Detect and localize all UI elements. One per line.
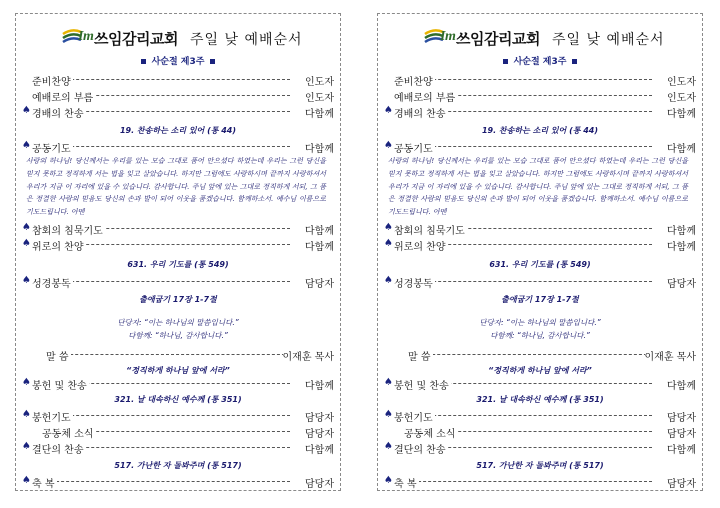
order-label: 봉헌기도 xyxy=(394,409,435,424)
order-item-prelude xyxy=(384,72,696,87)
church-name: 쓰임감리교회 xyxy=(456,30,540,48)
order-label: 예배로의 부름 xyxy=(32,89,95,104)
order-responsible: 담당자 xyxy=(667,425,696,440)
spade-icon: ♠ xyxy=(384,441,393,452)
order-responsible: 인도자 xyxy=(667,73,696,88)
order-hymn4: 517. 가난한 자 돌봐주며 (통 517) xyxy=(114,461,242,470)
order-hymn2: 631. 우리 기도를 (통 549) xyxy=(127,260,229,269)
leader-dots xyxy=(398,415,652,416)
order-label: 공동기도 xyxy=(394,140,435,155)
order-item-sermon xyxy=(22,347,334,362)
order-responsible: 다함께 xyxy=(305,222,334,237)
order-responsible: 담당자 xyxy=(305,409,334,424)
order-item-scripture xyxy=(384,274,696,289)
order-responsible: 인도자 xyxy=(305,73,334,88)
leader-dots xyxy=(36,415,290,416)
leader-dots xyxy=(398,281,652,282)
order-hymn3: 321. 날 대속하신 예수께 (통 351) xyxy=(476,395,604,404)
order-responsible: 인도자 xyxy=(667,89,696,104)
order-label: 경배의 찬송 xyxy=(32,105,85,120)
order-item-blessing xyxy=(22,474,334,489)
spade-icon: ♠ xyxy=(22,441,31,452)
leader-dots xyxy=(36,79,290,80)
responsive-reading-line: 다함께: “하나님, 감사합니다.” xyxy=(490,331,590,340)
order-label: 축 복 xyxy=(32,475,57,490)
order-label: 축 복 xyxy=(394,475,419,490)
order-label: 위로의 찬양 xyxy=(32,238,85,253)
leader-dots xyxy=(412,354,652,355)
order-label: 준비찬양 xyxy=(394,73,435,88)
leader-dots xyxy=(36,281,290,282)
order-responsible: 담당자 xyxy=(667,475,696,490)
order-responsible: 담당자 xyxy=(305,475,334,490)
order-item-prayer xyxy=(22,139,334,154)
leader-dots xyxy=(398,481,652,482)
order-responsible: 이재훈 목사 xyxy=(645,348,696,363)
order-hymn4: 517. 가난한 자 돌봐주며 (통 517) xyxy=(476,461,604,470)
order-hymn1: 19. 찬송하는 소리 있어 (통 44) xyxy=(119,126,237,135)
order-label: 준비찬양 xyxy=(32,73,73,88)
order-responsible: 다함께 xyxy=(305,238,334,253)
order-responsible: 담당자 xyxy=(305,275,334,290)
order-item-news xyxy=(384,424,696,439)
leader-dots xyxy=(36,481,290,482)
order-passage: 출애굽기 17장 1-7절 xyxy=(501,295,579,304)
square-bullet-icon xyxy=(503,59,508,64)
spade-icon: ♠ xyxy=(384,475,393,486)
order-label: 참회의 침묵기도 xyxy=(394,222,467,237)
order-item-news xyxy=(22,424,334,439)
order-label: 참회의 침묵기도 xyxy=(32,222,105,237)
order-item-offering_hymn xyxy=(22,376,334,391)
order-item-prelude xyxy=(22,72,334,87)
prayer-text: 사랑의 하나님! 당신께서는 우리를 있는 모습 그대로 품어 안으셨다 하였는데 우리는 그런 당신을 믿지 못하고 정직하게 서는 법을 잊고 살았습니다. 하지만 그럼에도 사랑하시며 끝까지 사랑하셔서 우리가 지금 이 자리에 있을 수 있습니다. 감사합니다. 주님 앞에 있는 그대로 정직하게 서되, 그 품은 정결한 사람의 믿음도 당신의 손과 발이 되어 이웃을 품겠습니다. 함께하소서. 예수님 이름으로 기도드립니다. 아멘 xyxy=(26,157,326,217)
order-responsible: 이재훈 목사 xyxy=(283,348,334,363)
order-label: 공동체 소식 xyxy=(404,425,457,440)
spade-icon: ♠ xyxy=(22,275,31,286)
order-item-offering_prayer xyxy=(384,408,696,423)
order-responsible: 다함께 xyxy=(667,377,696,392)
bulletin-header xyxy=(16,22,340,50)
order-item-call xyxy=(384,88,696,103)
order-responsible: 인도자 xyxy=(305,89,334,104)
order-label: 봉헌 및 찬송 xyxy=(32,377,89,392)
bulletin-header xyxy=(378,22,702,50)
spade-icon: ♠ xyxy=(22,238,31,249)
order-responsible: 다함께 xyxy=(305,140,334,155)
spade-icon: ♠ xyxy=(384,238,393,249)
responsive-reading-line: 단당자: “이는 하나님의 말씀입니다.” xyxy=(117,318,239,327)
order-item-call xyxy=(22,88,334,103)
order-item-sermon xyxy=(384,347,696,362)
order-label: 공동체 소식 xyxy=(42,425,95,440)
order-responsible: 담당자 xyxy=(667,409,696,424)
season-label: 사순절 제3주 xyxy=(513,57,567,67)
square-bullet-icon xyxy=(141,59,146,64)
order-responsible: 다함께 xyxy=(305,105,334,120)
order-passage: 출애굽기 17장 1-7절 xyxy=(139,295,217,304)
season-label: 사순절 제3주 xyxy=(151,57,205,67)
order-label: 위로의 찬양 xyxy=(394,238,447,253)
order-hymn2: 631. 우리 기도를 (통 549) xyxy=(489,260,591,269)
order-label: 성경봉독 xyxy=(394,275,435,290)
order-item-prayer xyxy=(384,139,696,154)
order-item-comfort xyxy=(22,237,334,252)
spade-icon: ♠ xyxy=(384,222,393,233)
spade-icon: ♠ xyxy=(384,140,393,151)
order-responsible: 다함께 xyxy=(667,105,696,120)
responsive-reading-line: 단당자: “이는 하나님의 말씀입니다.” xyxy=(479,318,601,327)
order-responsible: 다함께 xyxy=(667,140,696,155)
order-item-offering_hymn xyxy=(384,376,696,391)
order-responsible: 다함께 xyxy=(667,441,696,456)
order-responsible: 담당자 xyxy=(305,425,334,440)
order-responsible: 다함께 xyxy=(305,377,334,392)
order-responsible: 다함께 xyxy=(667,222,696,237)
order-sermon_title: “정직하게 하나님 앞에 서라” xyxy=(126,366,230,375)
order-item-praise xyxy=(22,104,334,119)
order-item-praise xyxy=(384,104,696,119)
order-item-blessing xyxy=(384,474,696,489)
order-hymn3: 321. 날 대속하신 예수께 (통 351) xyxy=(114,395,242,404)
church-name: 쓰임감리교회 xyxy=(94,30,178,48)
order-responsible: 다함께 xyxy=(305,441,334,456)
leader-dots xyxy=(36,146,290,147)
order-label: 봉헌기도 xyxy=(32,409,73,424)
square-bullet-icon xyxy=(210,59,215,64)
spade-icon: ♠ xyxy=(384,377,393,388)
order-hymn1: 19. 찬송하는 소리 있어 (통 44) xyxy=(481,126,599,135)
season-line xyxy=(16,54,340,67)
spade-icon: ♠ xyxy=(384,105,393,116)
order-label: 결단의 찬송 xyxy=(394,441,447,456)
order-item-scripture xyxy=(22,274,334,289)
order-label: 경배의 찬송 xyxy=(394,105,447,120)
logo-text: Im xyxy=(440,29,456,44)
leader-dots xyxy=(398,146,652,147)
order-item-dedication xyxy=(22,440,334,455)
order-item-silent xyxy=(22,221,334,236)
prayer-text: 사랑의 하나님! 당신께서는 우리를 있는 모습 그대로 품어 안으셨다 하였는데 우리는 그런 당신을 믿지 못하고 정직하게 서는 법을 잊고 살았습니다. 하지만 그럼에도 사랑하시며 끝까지 사랑하셔서 우리가 지금 이 자리에 있을 수 있습니다. 감사합니다. 주님 앞에 있는 그대로 정직하게 서되, 그 품은 정결한 사람의 믿음도 당신의 손과 발이 되어 이웃을 품겠습니다. 함께하소서. 예수님 이름으로 기도드립니다. 아멘 xyxy=(388,157,688,217)
order-responsible: 담당자 xyxy=(667,275,696,290)
spade-icon: ♠ xyxy=(22,475,31,486)
square-bullet-icon xyxy=(572,59,577,64)
logo-text: Im xyxy=(78,29,94,44)
leader-dots xyxy=(398,79,652,80)
bulletin-sheet xyxy=(15,13,341,491)
order-label: 성경봉독 xyxy=(32,275,73,290)
service-title: 주일 낮 예배순서 xyxy=(552,32,665,48)
order-responsible: 다함께 xyxy=(667,238,696,253)
order-label: 예배로의 부름 xyxy=(394,89,457,104)
spade-icon: ♠ xyxy=(384,275,393,286)
season-line xyxy=(378,54,702,67)
order-label: 공동기도 xyxy=(32,140,73,155)
responsive-reading-line: 다함께: “하나님, 감사합니다.” xyxy=(128,331,228,340)
order-sermon_title: “정직하게 하나님 앞에 서라” xyxy=(488,366,592,375)
order-item-silent xyxy=(384,221,696,236)
order-item-comfort xyxy=(384,237,696,252)
spade-icon: ♠ xyxy=(22,105,31,116)
spade-icon: ♠ xyxy=(22,140,31,151)
leader-dots xyxy=(50,354,290,355)
order-item-dedication xyxy=(384,440,696,455)
order-label: 봉헌 및 찬송 xyxy=(394,377,451,392)
order-label: 말 씀 xyxy=(408,348,433,363)
spade-icon: ♠ xyxy=(22,222,31,233)
service-title: 주일 낮 예배순서 xyxy=(190,32,303,48)
order-item-offering_prayer xyxy=(22,408,334,423)
order-label: 말 씀 xyxy=(46,348,71,363)
order-label: 결단의 찬송 xyxy=(32,441,85,456)
spade-icon: ♠ xyxy=(22,409,31,420)
spade-icon: ♠ xyxy=(22,377,31,388)
bulletin-sheet xyxy=(377,13,703,491)
spade-icon: ♠ xyxy=(384,409,393,420)
